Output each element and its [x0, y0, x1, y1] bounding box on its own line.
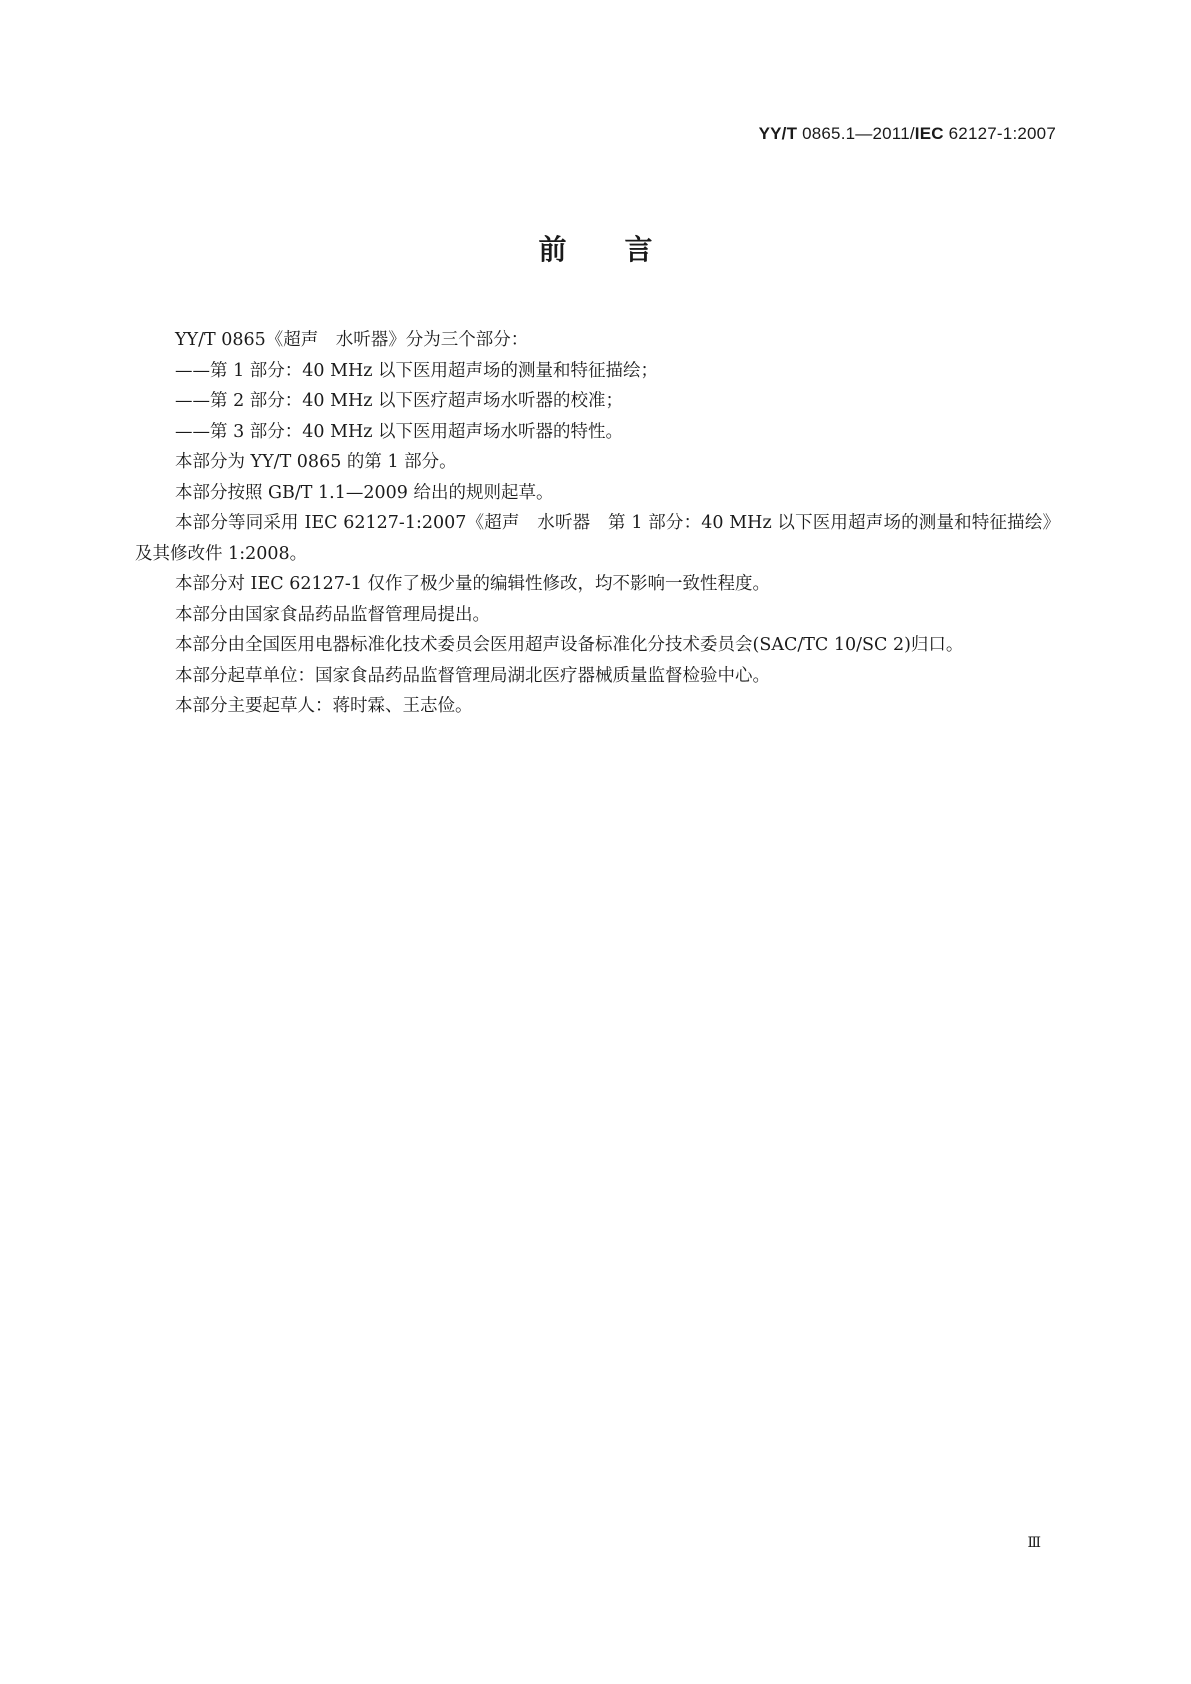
iec-number: 62127-1:2007	[943, 124, 1056, 143]
paragraph: 本部分等同采用 IEC 62127-1:2007《超声 水听器 第 1 部分：40 MHz 以下医用超声场的测量和特征描绘》及其修改件 1:2008。	[135, 513, 1060, 564]
paragraph: ——第 2 部分：40 MHz 以下医疗超声场水听器的校准；	[175, 391, 624, 411]
paragraph: ——第 3 部分：40 MHz 以下医用超声场水听器的特性。	[175, 421, 624, 442]
iec-prefix: IEC	[914, 124, 944, 143]
paragraph: 本部分对 IEC 62127-1 仅作了极少量的编辑性修改，均不影响一致性程度。	[175, 574, 770, 594]
document-header	[759, 124, 1056, 144]
paragraph: ——第 1 部分：40 MHz 以下医用超声场的测量和特征描绘；	[175, 360, 659, 381]
paragraph: 本部分主要起草人：蒋时霖、王志俭。	[175, 696, 473, 716]
page-title: 前言	[538, 233, 711, 266]
paragraph: 本部分由全国医用电器标准化技术委员会医用超声设备标准化分技术委员会(SAC/TC 10/SC 2)归口。	[175, 635, 964, 655]
standard-number: 0865.1—2011/	[797, 124, 915, 143]
page-number: Ⅲ	[1027, 1535, 1041, 1551]
paragraph: 本部分为 YY/T 0865 的第 1 部分。	[175, 452, 457, 472]
body-text	[135, 325, 1060, 722]
paragraph: 本部分起草单位：国家食品药品监督管理局湖北医疗器械质量监督检验中心。	[175, 665, 770, 686]
paragraph: YY/T 0865《超声 水听器》分为三个部分：	[175, 330, 529, 350]
paragraph: 本部分按照 GB/T 1.1—2009 给出的规则起草。	[175, 482, 554, 503]
paragraph: 本部分由国家食品药品监督管理局提出。	[175, 604, 490, 625]
standard-prefix: YY/T	[758, 124, 798, 143]
